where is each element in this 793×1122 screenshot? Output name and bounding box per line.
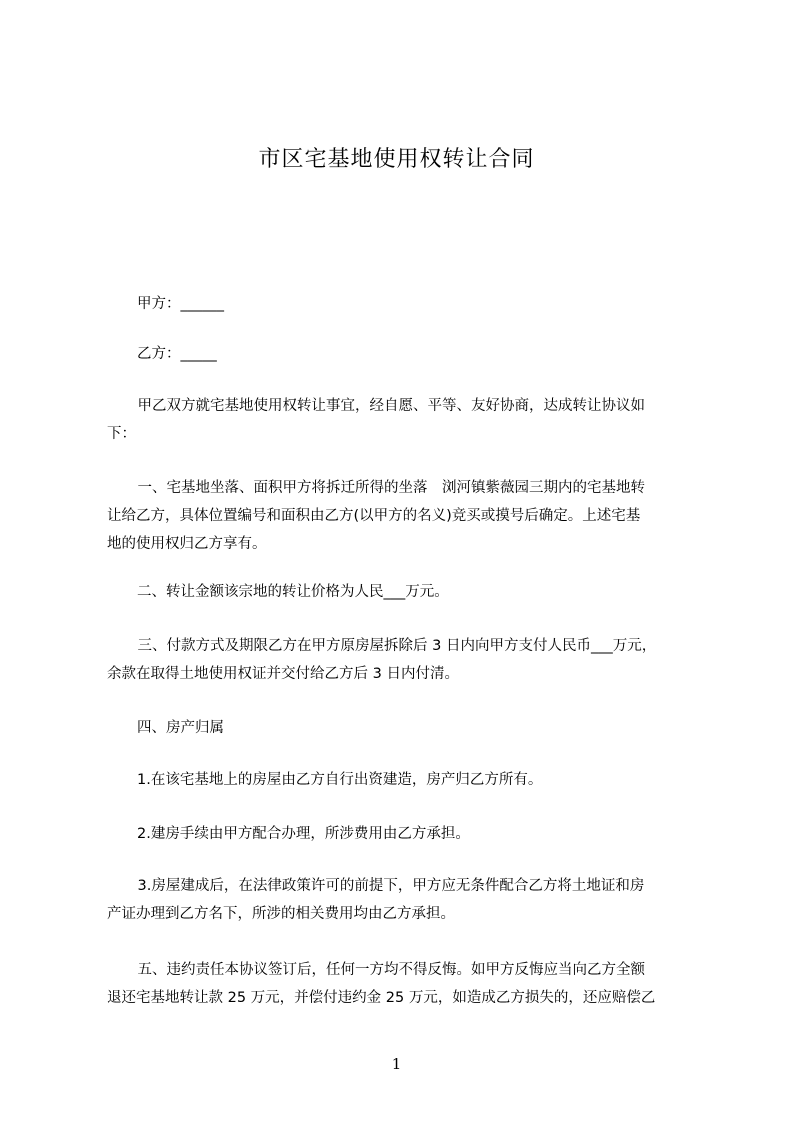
party-b-text: 乙方：_____	[137, 346, 217, 362]
item-1-paragraph	[107, 766, 697, 794]
section-1-line: 让给乙方，具体位置编号和面积由乙方(以甲方的名义)竞买或摸号后确定。上述宅基	[107, 508, 641, 524]
section-1-line: 地的使用权归乙方享有。	[107, 536, 267, 552]
document-title: 市区宅基地使用权转让合同	[258, 147, 535, 172]
party-a-line	[107, 290, 697, 318]
item-1-line: 1.在该宅基地上的房屋由乙方自行出资建造，房产归乙方所有。	[137, 772, 543, 788]
item-3-paragraph	[107, 872, 697, 928]
item-3-line: 产证办理到乙方名下，所涉的相关费用均由乙方承担。	[107, 906, 455, 922]
item-3-line: 3.房屋建成后，在法律政策许可的前提下，甲方应无条件配合乙方将土地证和房	[123, 878, 645, 894]
item-2-line: 2.建房手续由甲方配合办理，所涉费用由乙方承担。	[137, 826, 470, 842]
item-2-paragraph	[107, 820, 697, 848]
intro-line: 下：	[107, 426, 136, 442]
party-b-line	[107, 340, 697, 368]
section-3-paragraph	[107, 632, 697, 688]
intro-line: 甲乙双方就宅基地使用权转让事宜，经自愿、平等、友好协商，达成转让协议如	[123, 398, 645, 414]
section-5-line: 退还宅基地转让款 25 万元，并偿付违约金 25 万元，如造成乙方损失的，还应赔偿乙	[107, 990, 656, 1006]
section-4-heading	[107, 714, 697, 742]
section-3-line: 余款在取得土地使用权证并交付给乙方后 3 日内付清。	[107, 666, 459, 682]
section-1-line: 一、宅基地坐落、面积甲方将拆迁所得的坐落 浏河镇紫薇园三期内的宅基地转	[123, 480, 645, 496]
page-number: 1	[391, 1055, 402, 1073]
party-a-text: 甲方：______	[137, 296, 224, 312]
section-4-heading-text: 四、房产归属	[137, 720, 224, 736]
intro-paragraph	[107, 392, 697, 448]
section-5-line: 五、违约责任本协议签订后，任何一方均不得反悔。如甲方反悔应当向乙方全额	[123, 962, 645, 978]
section-2-paragraph	[107, 578, 697, 606]
section-3-line: 三、付款方式及期限乙方在甲方原房屋拆除后 3 日内向甲方支付人民币___万元，	[123, 638, 657, 654]
section-2-line: 二、转让金额该宗地的转让价格为人民___万元。	[137, 584, 449, 600]
section-5-paragraph	[107, 956, 697, 1012]
section-1-paragraph	[107, 474, 697, 558]
